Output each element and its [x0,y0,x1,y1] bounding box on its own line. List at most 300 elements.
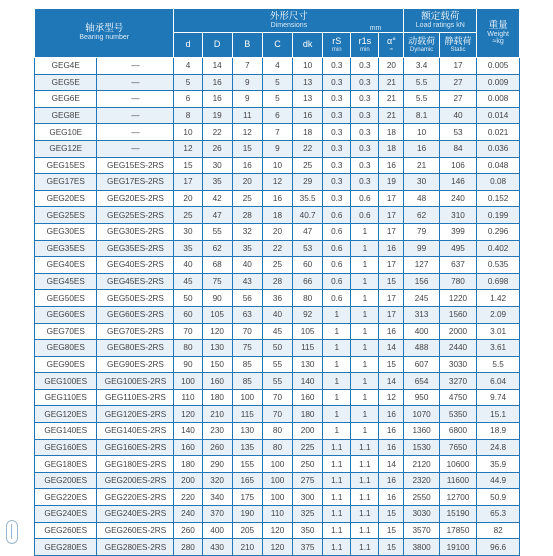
cell-sealed-bearing-number: GEG45ES-2RS [97,273,174,290]
cell-weight: 18.9 [477,423,520,440]
cell-dk: 225 [293,439,323,456]
cell-d: 4 [174,58,202,75]
cell-D: 26 [202,140,232,157]
dimensions-en: Dimensions [270,21,308,29]
cell-sealed-bearing-number: GEG140ES-2RS [97,423,174,440]
cell-dynamic-load: 2120 [404,456,439,473]
cell-dk: 18 [293,124,323,141]
cell-d: 10 [174,124,202,141]
cell-rs: 1 [323,373,351,390]
cell-C: 12 [262,174,292,191]
cell-static-load: 495 [439,240,476,257]
cell-sealed-bearing-number: — [97,58,174,75]
col-C-header: C [262,33,292,58]
cell-rs: 1.1 [323,522,351,539]
cell-weight: 0.008 [477,91,520,108]
cell-C: 7 [262,124,292,141]
cell-dynamic-load: 488 [404,340,439,357]
cell-sealed-bearing-number: GEG260ES-2RS [97,522,174,539]
cell-weight: 3.01 [477,323,520,340]
cell-bearing-number: GEG25ES [35,207,97,224]
cell-bearing-number: GEG50ES [35,290,97,307]
table-row [35,340,520,357]
cell-D: 90 [202,290,232,307]
cell-dk: 115 [293,340,323,357]
cell-rs: 1.1 [323,489,351,506]
cell-d: 240 [174,506,202,523]
cell-dk: 25 [293,157,323,174]
load-ratings-header [404,9,477,33]
cell-dynamic-load: 950 [404,389,439,406]
cell-sealed-bearing-number: GEG160ES-2RS [97,439,174,456]
cell-dynamic-load: 127 [404,257,439,274]
cell-rs: 1 [323,306,351,323]
cell-r1s: 0.3 [351,124,379,141]
cell-D: 370 [202,506,232,523]
cell-bearing-number: GEG200ES [35,472,97,489]
cell-static-load: 310 [439,207,476,224]
table-row [35,406,520,423]
cell-bearing-number: GEG260ES [35,522,97,539]
cell-weight: 0.009 [477,74,520,91]
table-row [35,439,520,456]
cell-D: 320 [202,472,232,489]
cell-r1s: 1.1 [351,539,379,556]
cell-d: 220 [174,489,202,506]
cell-dk: 300 [293,489,323,506]
cell-bearing-number: GEG30ES [35,223,97,240]
cell-dk: 66 [293,273,323,290]
cell-bearing-number: GEG70ES [35,323,97,340]
cell-B: 11 [232,107,262,124]
cell-d: 140 [174,423,202,440]
cell-d: 160 [174,439,202,456]
table-row [35,157,520,174]
cell-dk: 10 [293,58,323,75]
cell-d: 12 [174,140,202,157]
cell-weight: 0.005 [477,58,520,75]
cell-sealed-bearing-number: GEG220ES-2RS [97,489,174,506]
cell-alpha: 18 [379,140,404,157]
cell-alpha: 17 [379,190,404,207]
cell-weight: 0.535 [477,257,520,274]
dimensions-header [174,9,404,33]
cell-B: 15 [232,140,262,157]
cell-alpha: 16 [379,157,404,174]
table-row [35,290,520,307]
cell-dk: 40.7 [293,207,323,224]
cell-static-load: 3270 [439,373,476,390]
cell-sealed-bearing-number: GEG40ES-2RS [97,257,174,274]
cell-rs: 1 [323,323,351,340]
cell-C: 80 [262,439,292,456]
table-row [35,506,520,523]
cell-D: 16 [202,74,232,91]
cell-C: 22 [262,240,292,257]
dimensions-unit: mm [369,25,382,32]
cell-C: 50 [262,340,292,357]
cell-B: 85 [232,373,262,390]
cell-C: 36 [262,290,292,307]
cell-d: 280 [174,539,202,556]
cell-rs: 0.6 [323,223,351,240]
cell-sealed-bearing-number: — [97,91,174,108]
cell-rs: 1 [323,356,351,373]
cell-D: 19 [202,107,232,124]
cell-B: 210 [232,539,262,556]
cell-B: 40 [232,257,262,274]
table-row [35,389,520,406]
col-static-header: 静载荷 Static [439,33,476,58]
cell-r1s: 0.6 [351,207,379,224]
cell-D: 130 [202,340,232,357]
cell-sealed-bearing-number: GEG180ES-2RS [97,456,174,473]
weight-unit: ≈kg [492,37,504,45]
cell-D: 160 [202,373,232,390]
cell-d: 120 [174,406,202,423]
cell-r1s: 0.3 [351,74,379,91]
cell-D: 210 [202,406,232,423]
cell-D: 22 [202,124,232,141]
cell-B: 115 [232,406,262,423]
cell-rs: 1.1 [323,539,351,556]
cell-alpha: 12 [379,389,404,406]
cell-static-load: 106 [439,157,476,174]
cell-alpha: 19 [379,174,404,191]
cell-weight: 35.9 [477,456,520,473]
cell-C: 5 [262,91,292,108]
col-d-header: d [174,33,202,58]
cell-alpha: 16 [379,439,404,456]
table-row [35,223,520,240]
cell-dynamic-load: 62 [404,207,439,224]
cell-r1s: 0.3 [351,157,379,174]
cell-weight: 0.08 [477,174,520,191]
cell-alpha: 14 [379,373,404,390]
cell-bearing-number: GEG6E [35,91,97,108]
cell-dynamic-load: 3030 [404,506,439,523]
cell-dk: 13 [293,74,323,91]
cell-d: 70 [174,323,202,340]
cell-r1s: 0.6 [351,190,379,207]
table-row [35,207,520,224]
cell-C: 120 [262,522,292,539]
cell-B: 43 [232,273,262,290]
cell-d: 40 [174,257,202,274]
cell-sealed-bearing-number: GEG35ES-2RS [97,240,174,257]
cell-rs: 0.3 [323,140,351,157]
cell-r1s: 1 [351,406,379,423]
cell-weight: 0.048 [477,157,520,174]
cell-sealed-bearing-number: GEG30ES-2RS [97,223,174,240]
cell-dynamic-load: 3800 [404,539,439,556]
cell-C: 18 [262,207,292,224]
cell-C: 100 [262,489,292,506]
table-row [35,323,520,340]
cell-weight: 96.6 [477,539,520,556]
cell-B: 9 [232,91,262,108]
cell-D: 42 [202,190,232,207]
cell-bearing-number: GEG35ES [35,240,97,257]
cell-weight: 1.42 [477,290,520,307]
cell-D: 55 [202,223,232,240]
cell-rs: 1 [323,389,351,406]
cell-alpha: 17 [379,306,404,323]
cell-static-load: 3030 [439,356,476,373]
cell-d: 80 [174,340,202,357]
cell-sealed-bearing-number: GEG240ES-2RS [97,506,174,523]
cell-r1s: 1 [351,240,379,257]
cell-rs: 0.6 [323,257,351,274]
cell-dk: 60 [293,257,323,274]
bearing-spec-table [34,8,520,556]
cell-D: 47 [202,207,232,224]
table-row [35,306,520,323]
cell-B: 165 [232,472,262,489]
cell-static-load: 84 [439,140,476,157]
col-dynamic-header: 动载荷 Dynamic [404,33,439,58]
cell-D: 150 [202,356,232,373]
cell-r1s: 1 [351,340,379,357]
cell-rs: 0.3 [323,58,351,75]
cell-B: 28 [232,207,262,224]
header-row-top [35,9,520,33]
cell-rs: 1.1 [323,472,351,489]
cell-static-load: 240 [439,190,476,207]
cell-weight: 0.021 [477,124,520,141]
cell-static-load: 27 [439,91,476,108]
cell-dk: 250 [293,456,323,473]
cell-bearing-number: GEG5E [35,74,97,91]
cell-alpha: 17 [379,223,404,240]
cell-static-load: 637 [439,257,476,274]
cell-sealed-bearing-number: — [97,140,174,157]
col-rs-header: rS min [323,33,351,58]
cell-alpha: 21 [379,107,404,124]
cell-C: 55 [262,373,292,390]
cell-C: 25 [262,257,292,274]
cell-alpha: 17 [379,290,404,307]
cell-sealed-bearing-number: GEG100ES-2RS [97,373,174,390]
cell-C: 70 [262,406,292,423]
cell-bearing-number: GEG110ES [35,389,97,406]
table-row [35,456,520,473]
table-row [35,240,520,257]
cell-D: 35 [202,174,232,191]
cell-dynamic-load: 21 [404,157,439,174]
table-row [35,91,520,108]
cell-alpha: 17 [379,207,404,224]
cell-alpha: 21 [379,91,404,108]
cell-sealed-bearing-number: GEG50ES-2RS [97,290,174,307]
cell-dynamic-load: 79 [404,223,439,240]
cell-C: 10 [262,157,292,174]
cell-static-load: 1220 [439,290,476,307]
cell-r1s: 1 [351,290,379,307]
cell-dynamic-load: 245 [404,290,439,307]
cell-alpha: 15 [379,522,404,539]
cell-dynamic-load: 2320 [404,472,439,489]
cell-dynamic-load: 2550 [404,489,439,506]
cell-rs: 0.3 [323,91,351,108]
cell-weight: 65.3 [477,506,520,523]
cell-sealed-bearing-number: — [97,74,174,91]
table-row [35,472,520,489]
cell-bearing-number: GEG60ES [35,306,97,323]
cell-dk: 200 [293,423,323,440]
cell-weight: 5.5 [477,356,520,373]
cell-bearing-number: GEG80ES [35,340,97,357]
cell-alpha: 16 [379,489,404,506]
cell-alpha: 20 [379,58,404,75]
cell-bearing-number: GEG15ES [35,157,97,174]
cell-d: 8 [174,107,202,124]
cell-D: 400 [202,522,232,539]
cell-bearing-number: GEG120ES [35,406,97,423]
cell-d: 17 [174,174,202,191]
cell-D: 180 [202,389,232,406]
cell-D: 260 [202,439,232,456]
cell-static-load: 40 [439,107,476,124]
cell-B: 70 [232,323,262,340]
cell-dk: 160 [293,389,323,406]
cell-alpha: 15 [379,273,404,290]
cell-weight: 50.9 [477,489,520,506]
cell-dk: 275 [293,472,323,489]
cell-static-load: 2000 [439,323,476,340]
cell-r1s: 1 [351,423,379,440]
col-dk-header: dk [293,33,323,58]
cell-B: 25 [232,190,262,207]
cell-weight: 15.1 [477,406,520,423]
cell-bearing-number: GEG8E [35,107,97,124]
cell-r1s: 1 [351,273,379,290]
cell-B: 205 [232,522,262,539]
cell-r1s: 1 [351,356,379,373]
cell-d: 25 [174,207,202,224]
cell-d: 100 [174,373,202,390]
cell-dynamic-load: 30 [404,174,439,191]
cell-bearing-number: GEG40ES [35,257,97,274]
cell-bearing-number: GEG90ES [35,356,97,373]
cell-d: 35 [174,240,202,257]
cell-B: 12 [232,124,262,141]
cell-sealed-bearing-number: GEG17ES-2RS [97,174,174,191]
cell-C: 45 [262,323,292,340]
cell-B: 63 [232,306,262,323]
cell-B: 7 [232,58,262,75]
cell-bearing-number: GEG100ES [35,373,97,390]
cell-C: 6 [262,107,292,124]
table-row [35,74,520,91]
cell-dk: 92 [293,306,323,323]
cell-weight: 0.199 [477,207,520,224]
cell-weight: 0.402 [477,240,520,257]
table-row [35,356,520,373]
load-ratings-en: Load ratings [415,21,455,29]
cell-weight: 24.8 [477,439,520,456]
cell-bearing-number: GEG10E [35,124,97,141]
cell-weight: 0.296 [477,223,520,240]
cell-alpha: 14 [379,340,404,357]
cell-static-load: 12700 [439,489,476,506]
cell-static-load: 6800 [439,423,476,440]
cell-static-load: 1560 [439,306,476,323]
table-row [35,140,520,157]
table-row [35,539,520,556]
cell-r1s: 1.1 [351,456,379,473]
cell-rs: 0.6 [323,207,351,224]
cell-dynamic-load: 5.5 [404,74,439,91]
cell-weight: 9.74 [477,389,520,406]
cell-B: 32 [232,223,262,240]
cell-rs: 0.3 [323,174,351,191]
cell-alpha: 17 [379,257,404,274]
cell-D: 14 [202,58,232,75]
cell-rs: 1 [323,406,351,423]
cell-static-load: 4750 [439,389,476,406]
cell-alpha: 18 [379,124,404,141]
cell-dk: 35.5 [293,190,323,207]
cell-sealed-bearing-number: — [97,107,174,124]
cell-dk: 47 [293,223,323,240]
spec-table-body [35,58,520,556]
cell-d: 20 [174,190,202,207]
cell-d: 45 [174,273,202,290]
cell-weight: 44.9 [477,472,520,489]
cell-C: 16 [262,190,292,207]
cell-rs: 0.3 [323,74,351,91]
cell-r1s: 1.1 [351,472,379,489]
cell-r1s: 0.3 [351,58,379,75]
cell-B: 35 [232,240,262,257]
cell-C: 80 [262,423,292,440]
cell-D: 230 [202,423,232,440]
cell-rs: 0.6 [323,290,351,307]
cell-B: 130 [232,423,262,440]
cell-dynamic-load: 1070 [404,406,439,423]
cell-d: 30 [174,223,202,240]
cell-bearing-number: GEG45ES [35,273,97,290]
cell-rs: 0.3 [323,190,351,207]
table-row [35,257,520,274]
cell-r1s: 1 [351,323,379,340]
cell-bearing-number: GEG20ES [35,190,97,207]
cell-r1s: 1.1 [351,489,379,506]
cell-weight: 6.04 [477,373,520,390]
cell-r1s: 0.3 [351,140,379,157]
load-ratings-unit: kN [456,21,465,29]
cell-bearing-number: GEG240ES [35,506,97,523]
cell-B: 175 [232,489,262,506]
cell-static-load: 15190 [439,506,476,523]
cell-dk: 180 [293,406,323,423]
cell-C: 120 [262,539,292,556]
cell-r1s: 1.1 [351,506,379,523]
cell-static-load: 17 [439,58,476,75]
cell-alpha: 16 [379,423,404,440]
cell-r1s: 1.1 [351,439,379,456]
cell-sealed-bearing-number: GEG200ES-2RS [97,472,174,489]
cell-rs: 1 [323,423,351,440]
cell-rs: 0.3 [323,107,351,124]
cell-dynamic-load: 607 [404,356,439,373]
cell-C: 100 [262,456,292,473]
cell-r1s: 1.1 [351,522,379,539]
cell-static-load: 10600 [439,456,476,473]
cell-dk: 13 [293,91,323,108]
cell-dynamic-load: 8.1 [404,107,439,124]
